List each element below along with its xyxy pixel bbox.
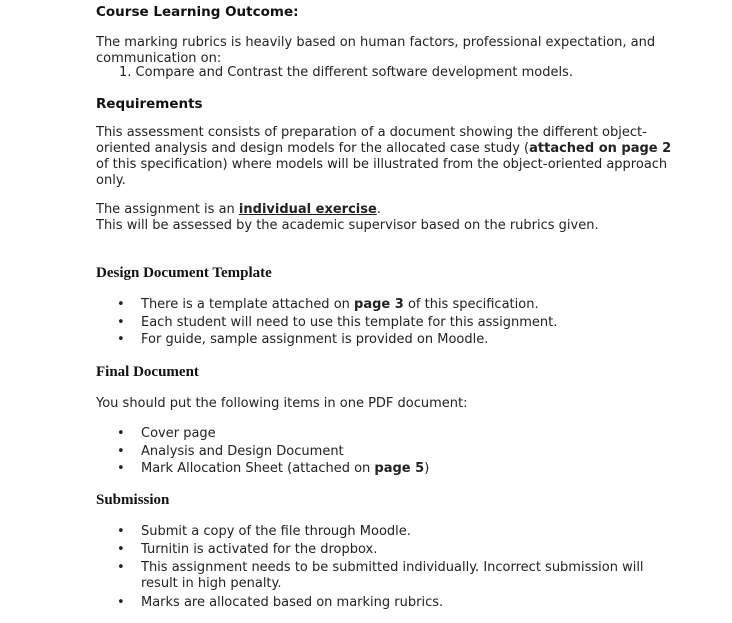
- bullet: •: [117, 315, 125, 330]
- list-item: Each student will need to use this template for this assignment.: [141, 315, 558, 330]
- text: .: [376, 202, 381, 217]
- paragraph-line: [96, 202, 599, 218]
- page-reference: attached on page 2: [529, 141, 672, 156]
- paragraph-line: This assignment needs to be submitted individually. Incorrect submission will: [141, 560, 644, 575]
- paragraph-line: [96, 141, 671, 157]
- paragraph-line: only.: [96, 173, 126, 188]
- requirements-paragraph: [96, 125, 671, 189]
- paragraph-line: result in high penalty.: [141, 576, 282, 591]
- list-item: Marks are allocated based on marking rubrics.: [141, 595, 444, 610]
- paragraph-line: of this specification) where models will be illustrated from the object-oriented approach: [96, 157, 668, 172]
- bullet: •: [117, 560, 125, 575]
- list-item: Cover page: [141, 426, 216, 441]
- course-outcome-heading: Course Learning Outcome:: [96, 4, 299, 20]
- text: oriented analysis and design models for the allocated case study (: [96, 141, 530, 156]
- page-reference: page 5: [374, 461, 425, 476]
- text: Mark Allocation Sheet (attached on: [141, 461, 375, 476]
- list-item: [141, 461, 429, 477]
- list-item: Analysis and Design Document: [141, 444, 344, 459]
- bullet: •: [117, 426, 125, 441]
- assignment-note: [96, 202, 599, 234]
- final-document-intro: You should put the following items in one PDF document:: [96, 396, 468, 411]
- design-template-heading: Design Document Template: [96, 265, 272, 281]
- bullet: •: [117, 595, 125, 610]
- list-item: [141, 560, 644, 592]
- intro-line: communication on:: [96, 51, 222, 66]
- course-outcome-intro: [96, 35, 655, 67]
- bullet: •: [117, 542, 125, 557]
- list-item: Submit a copy of the file through Moodle.: [141, 524, 411, 539]
- bullet: •: [117, 332, 125, 347]
- outcome-list-item: [119, 65, 573, 81]
- bullet: •: [117, 524, 125, 539]
- list-text: Compare and Contrast the different software development models.: [135, 65, 573, 80]
- text: of this specification.: [403, 297, 539, 312]
- list-item: [141, 297, 539, 313]
- page-reference: page 3: [354, 297, 404, 312]
- text: The assignment is an: [96, 202, 239, 217]
- submission-heading: Submission: [96, 492, 170, 508]
- text: ): [424, 461, 430, 476]
- paragraph-line: This will be assessed by the academic supervisor based on the rubrics given.: [96, 218, 599, 233]
- bullet: •: [117, 461, 125, 476]
- bullet: •: [117, 444, 125, 459]
- list-number: 1.: [119, 65, 132, 80]
- final-document-heading: Final Document: [96, 364, 199, 380]
- list-item: For guide, sample assignment is provided on Moodle.: [141, 332, 489, 347]
- text: There is a template attached on: [141, 297, 355, 312]
- requirements-heading: Requirements: [96, 96, 203, 112]
- list-item: Turnitin is activated for the dropbox.: [141, 542, 378, 557]
- paragraph-line: This assessment consists of preparation of a document showing the different object-: [96, 125, 647, 140]
- bullet: •: [117, 297, 125, 312]
- intro-line: The marking rubrics is heavily based on human factors, professional expectation, and: [96, 35, 656, 50]
- individual-exercise-text: individual exercise: [238, 202, 377, 217]
